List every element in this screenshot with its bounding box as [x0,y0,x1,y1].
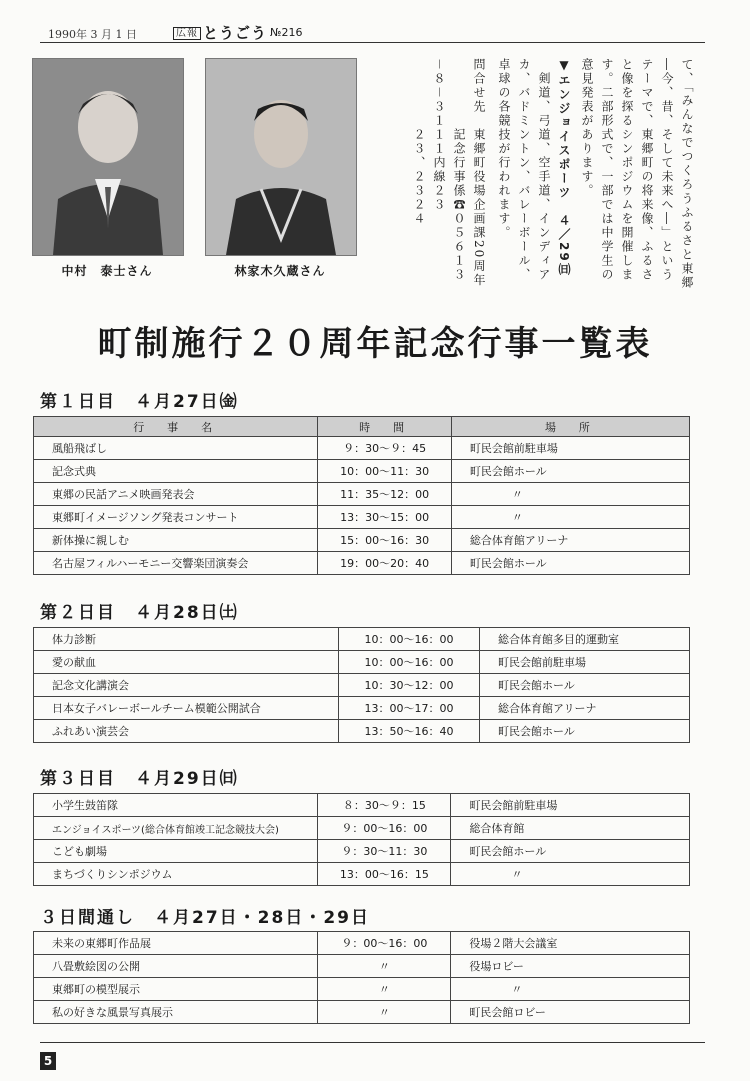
article-heading: ▼エンジョイスポーツ ４／29㈰ [557,58,571,277]
page-number: 5 [40,1052,56,1070]
table-row: 新体操に親しむ 15：00～16：30 総合体育館アリーナ [34,529,690,552]
article-line: カ、バドミントン、バレーボール、 [517,58,531,282]
column-header-event: 行 事 名 [34,417,318,437]
footer-divider [40,1042,705,1043]
photo-caption: 中村 泰士さん [61,264,153,278]
contact-info: 記念行事係☎０５６１３ [452,128,466,282]
table-row: ふれあい演芸会 13：50～16：40 町民会館ホール [34,720,690,743]
column-header-place: 場 所 [451,417,689,437]
contact-info: ２３、２３２４ [412,128,426,226]
section-title-day3: 第３日目 ４月29日㈰ [40,769,239,789]
section-title-day1: 第１日目 ４月27日㈮ [40,392,239,412]
table-row: エンジョイスポーツ(総合体育館竣工記念競技大会) ９：00～16：00 総合体育館 [34,817,690,840]
article-line: て、「みんなでつくろうふるさと東郷 [680,58,694,290]
newsletter-logo: 広報 とうごう [173,22,267,43]
issue-date: 1990年 3 月 1 日 [48,28,137,41]
table-row: 記念文化講演会 10：30～12：00 町民会館ホール [34,674,690,697]
schedule-table-all-days [33,931,690,1024]
schedule-table-day1 [33,416,690,575]
schedule-table-day2 [33,627,690,743]
table-row: 小学生鼓笛隊 ８：30～９：15 町民会館前駐車場 [34,794,690,817]
article-line: と像を探るシンポジウムを開催しま [620,58,634,282]
table-row: 未来の東郷町作品展 ９：00～16：00 役場２階大会議室 [34,932,690,955]
article-line: テーマで、東郷町の将来像、ふるさ [640,58,654,282]
table-header-row [34,417,690,437]
column-header-time: 時 間 [318,417,451,437]
table-row: 体力診断 10：00～16：00 総合体育館多目的運動室 [34,628,690,651]
article-line: す。二部形式で、一部では中学生の [600,58,614,282]
photo-caption: 林家木久蔵さん [234,264,326,278]
table-row: 東郷町の模型展示 〃 〃 [34,978,690,1001]
article-line: 卓球の各競技が行われます。 [497,58,511,240]
table-row: 八畳敷絵図の公開 〃 役場ロビー [34,955,690,978]
section-title-day2: 第２日目 ４月28日㈯ [40,603,239,623]
table-row: まちづくりシンポジウム 13：00～16：15 〃 [34,863,690,886]
portrait-photo-nakamura [32,58,184,256]
table-row: こども劇場 ９：30～11：30 町民会館ホール [34,840,690,863]
table-row: 記念式典 10：00～11：30 町民会館ホール [34,460,690,483]
table-row: 日本女子バレーボールチーム模範公開試合 13：00～17：00 総合体育館アリーナ [34,697,690,720]
page-title: 町制施行２０周年記念行事一覧表 [97,324,653,364]
article-line: ―今、昔、そして未来へ―」という [660,58,674,282]
table-row: 愛の献血 10：00～16：00 町民会館前駐車場 [34,651,690,674]
section-title-all-days: ３日間通し ４月27日・28日・29日 [40,908,370,928]
table-row: 東郷町イメージソング発表コンサート 13：30～15：00 〃 [34,506,690,529]
page-header [48,22,708,44]
article-line: 剣道、弓道、空手道、インディア [537,72,551,282]
portrait-photo-hayashiya [205,58,357,256]
table-row: 風船飛ばし ９：30～９：45 町民会館前駐車場 [34,437,690,460]
header-divider [40,42,705,43]
contact-info: －８－３１１１内線２３ [432,58,446,213]
table-row: 私の好きな風景写真展示 〃 町民会館ロビー [34,1001,690,1024]
article-line: 意見発表があります。 [580,58,594,198]
schedule-table-day3 [33,793,690,886]
table-row: 名古屋フィルハーモニー交響楽団演奏会 19：00～20：40 町民会館ホール [34,552,690,575]
contact-info: 問合せ先 東郷町役場企画課20周年 [472,58,486,288]
table-row: 東郷の民話アニメ映画発表会 11：35～12：00 〃 [34,483,690,506]
issue-number: №216 [270,26,303,39]
